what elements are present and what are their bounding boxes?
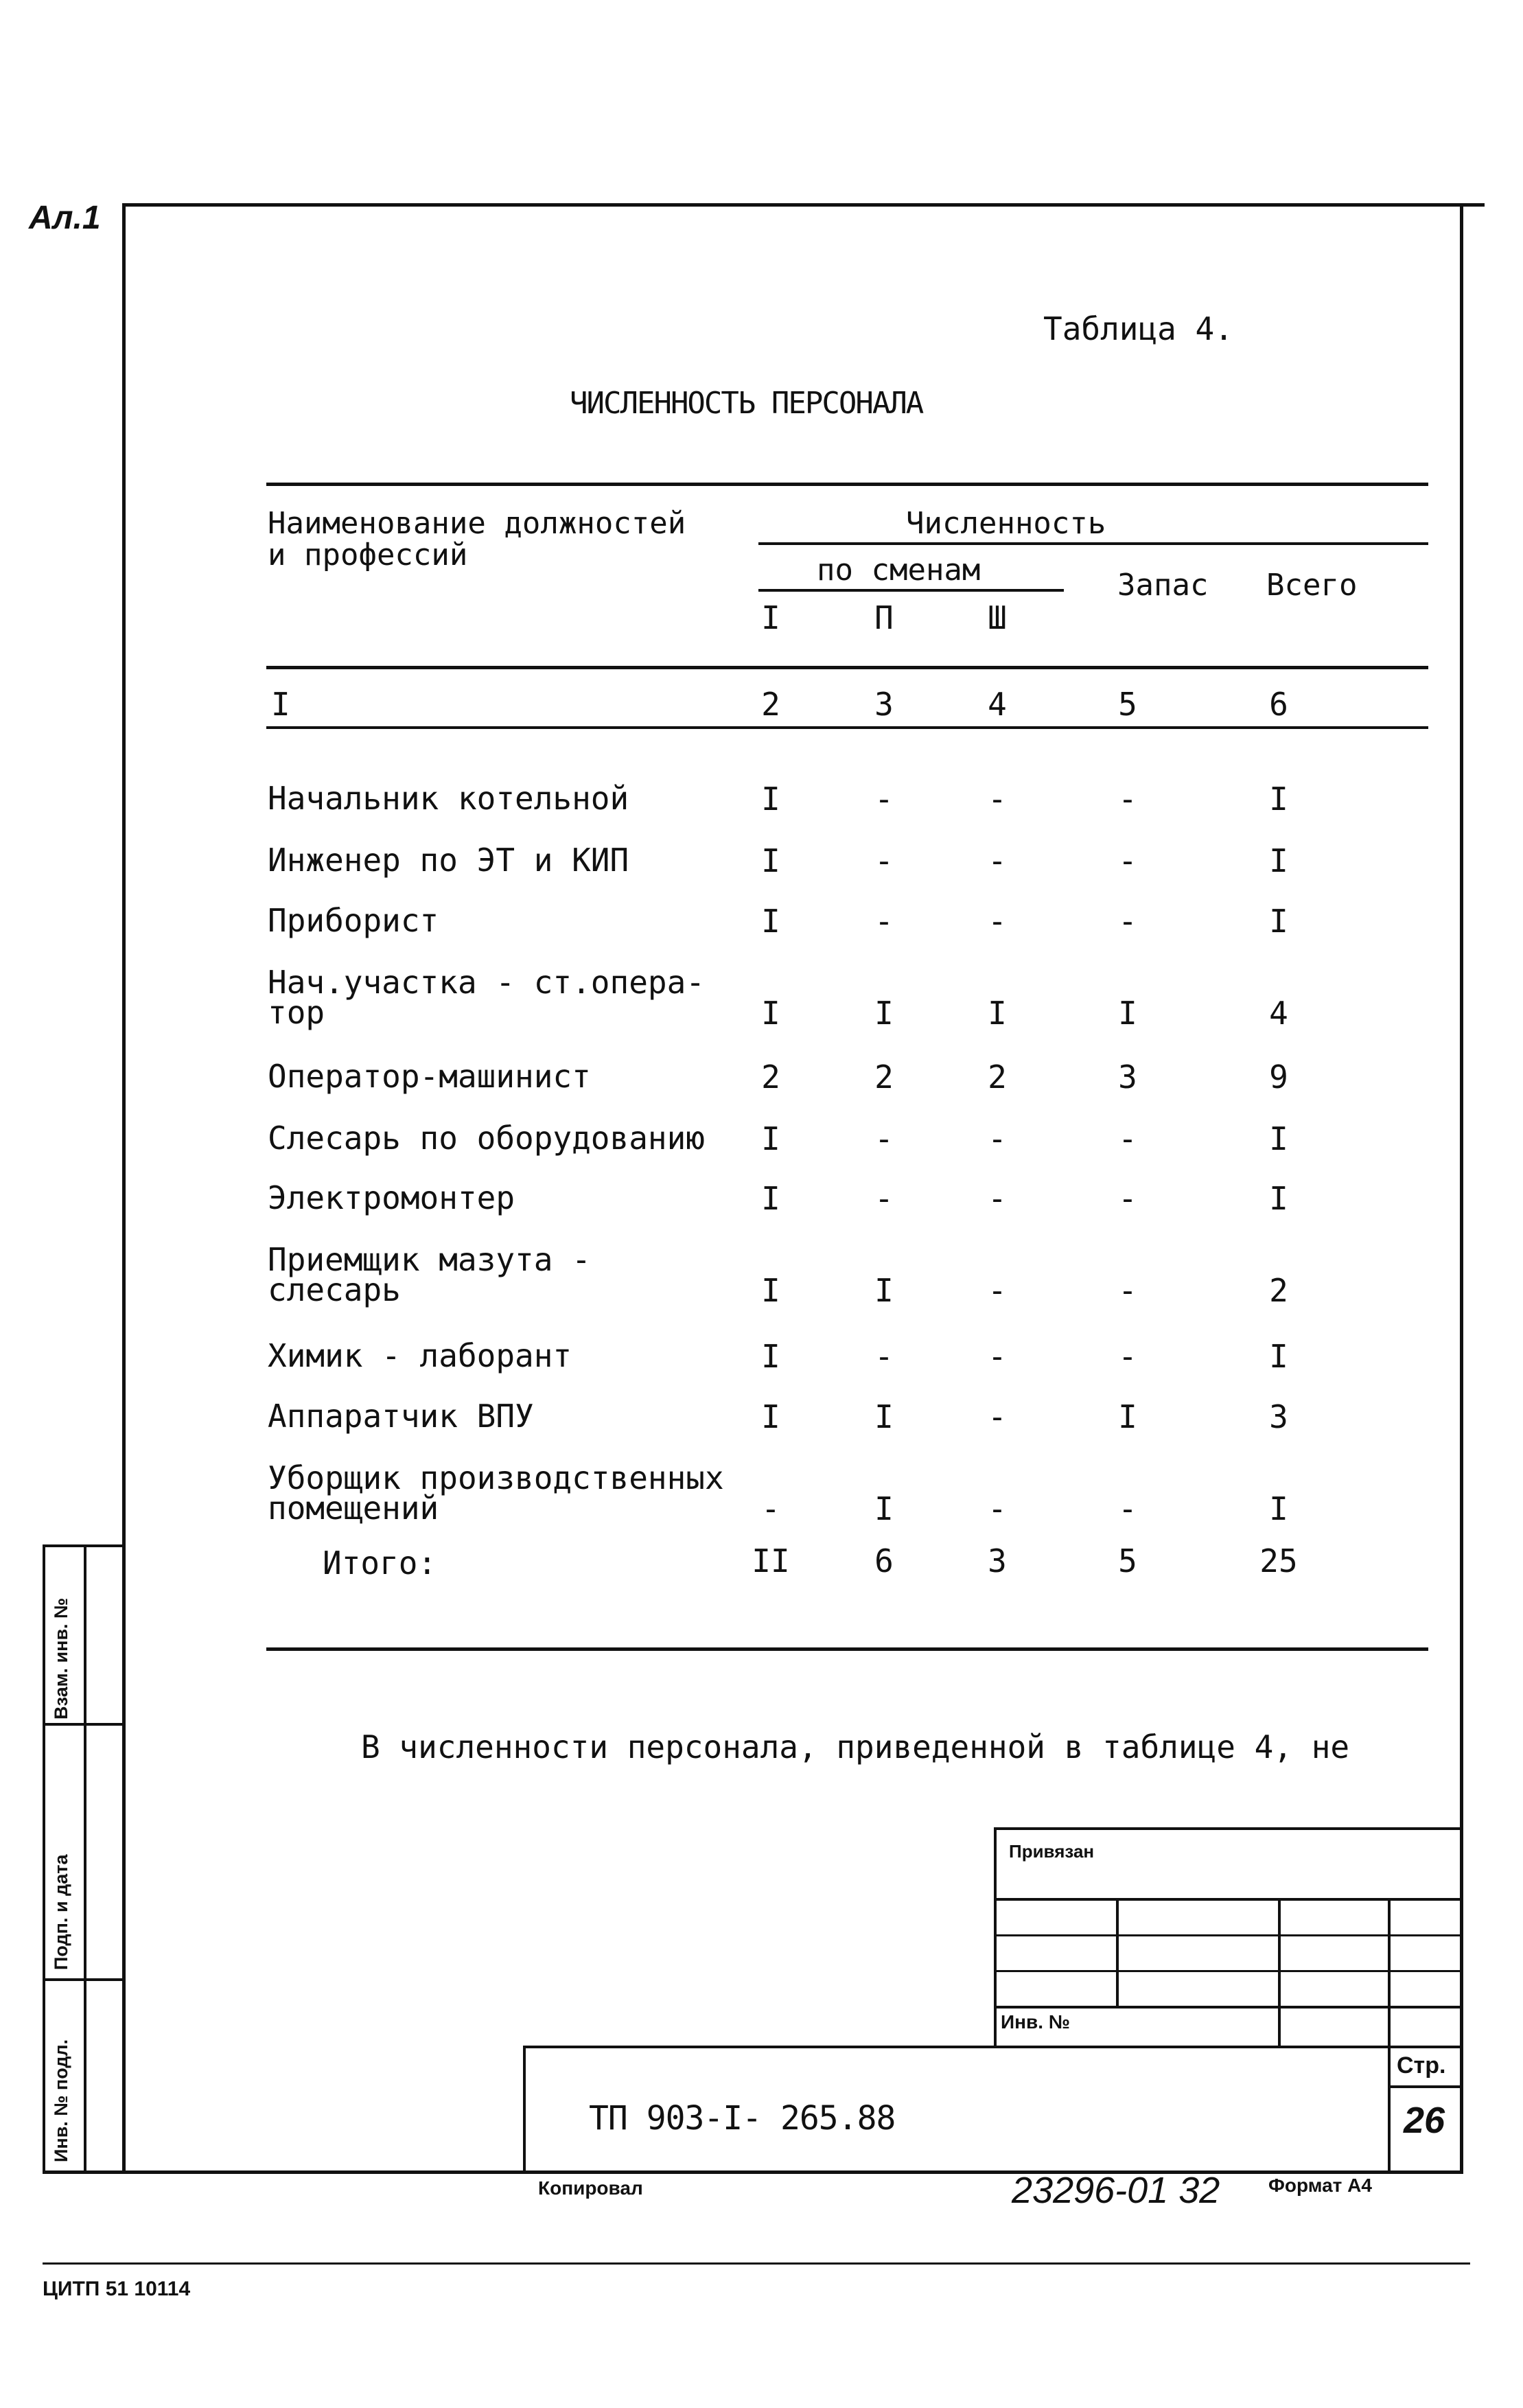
- column-number: 5: [1118, 686, 1137, 723]
- row-position-name: Уборщик производственных: [268, 1459, 724, 1496]
- row-value: -: [874, 842, 894, 879]
- side-strip-sep-1: [43, 1723, 125, 1726]
- tb-main-left: [523, 2046, 526, 2173]
- numbers-bottom-rule: [266, 726, 1428, 729]
- row-value: -: [874, 1338, 894, 1375]
- row-value: I: [874, 1490, 894, 1527]
- row-value: -: [988, 1398, 1007, 1435]
- row-value: -: [988, 1272, 1007, 1309]
- row-value: -: [1118, 780, 1137, 818]
- frame-top: [122, 203, 1485, 207]
- tb-page-label: Стр.: [1397, 2052, 1446, 2079]
- tb-upper-top: [994, 1827, 1463, 1830]
- row-position-name: Приемщик мазута -: [268, 1241, 591, 1278]
- row-position-name: помещений: [268, 1490, 439, 1527]
- row-value: -: [874, 780, 894, 818]
- row-value: I: [761, 1338, 780, 1375]
- row-value: I: [1118, 995, 1137, 1032]
- row-value: I: [761, 995, 780, 1032]
- side-strip-inner: [84, 1544, 86, 2173]
- row-value: I: [1269, 1338, 1288, 1375]
- tb-grid-row-1: [994, 1898, 1463, 1901]
- header-bottom-rule: [266, 666, 1428, 669]
- row-value: -: [1118, 842, 1137, 879]
- row-value: I: [1269, 1490, 1288, 1527]
- body-text: В численности персонала, приведенной в таблице 4, не: [361, 1728, 1350, 1766]
- row-value: I: [1269, 1180, 1288, 1217]
- frame-bottom: [43, 2170, 1463, 2174]
- frame-left: [122, 203, 126, 2173]
- document-title: ЧИСЛЕННОСТЬ ПЕРСОНАЛА: [570, 386, 923, 421]
- row-value: -: [988, 903, 1007, 940]
- row-position-name: Слесарь по оборудованию: [268, 1120, 705, 1157]
- table-top-rule: [266, 483, 1428, 486]
- totals-value: 6: [874, 1542, 894, 1579]
- tb-grid-col-2: [1278, 1898, 1281, 2047]
- row-position-name: слесарь: [268, 1271, 401, 1308]
- row-value: I: [761, 1120, 780, 1157]
- row-value: I: [761, 1398, 780, 1435]
- totals-value: 3: [988, 1542, 1007, 1579]
- side-strip-outer: [43, 1544, 45, 2173]
- tb-grid-row-2: [994, 1934, 1463, 1936]
- row-value: 2: [874, 1058, 894, 1096]
- row-value: -: [1118, 903, 1137, 940]
- column-number: 4: [988, 686, 1007, 723]
- row-value: I: [1118, 1398, 1137, 1435]
- tb-grid-row-4: [994, 2006, 1463, 2008]
- column-number: 2: [761, 686, 780, 723]
- row-value: -: [1118, 1338, 1137, 1375]
- row-value: I: [761, 903, 780, 940]
- column-number: 3: [874, 686, 894, 723]
- footer-format-label: Формат А4: [1268, 2175, 1372, 2196]
- totals-value: 5: [1118, 1542, 1137, 1579]
- row-value: I: [874, 1272, 894, 1309]
- row-value: 2: [761, 1058, 780, 1096]
- row-value: -: [988, 1338, 1007, 1375]
- frame-right: [1460, 203, 1463, 2173]
- header-shift-3: Ш: [988, 599, 1007, 636]
- table-label: Таблица 4.: [1043, 310, 1233, 347]
- shifts-rule: [758, 589, 1064, 592]
- totals-value: 25: [1259, 1542, 1298, 1579]
- row-value: I: [988, 995, 1007, 1032]
- tb-bound-label: Привязан: [1009, 1841, 1095, 1862]
- column-number: 6: [1269, 686, 1288, 723]
- row-value: -: [988, 780, 1007, 818]
- row-value: -: [988, 1120, 1007, 1157]
- table-bottom-rule: [266, 1647, 1428, 1651]
- header-shift-1: I: [761, 599, 780, 636]
- totals-value: II: [752, 1542, 790, 1579]
- row-position-name: Начальник котельной: [268, 780, 629, 817]
- row-value: 2: [988, 1058, 1007, 1096]
- header-count-group: Численность: [906, 506, 1106, 541]
- row-position-name: Аппаратчик ВПУ: [268, 1398, 534, 1435]
- row-value: -: [874, 1180, 894, 1217]
- header-shifts-group: по сменам: [817, 553, 981, 588]
- footer-order-number: 23296-01 32: [1012, 2170, 1220, 2211]
- row-value: -: [1118, 1180, 1137, 1217]
- row-position-name: тор: [268, 994, 325, 1031]
- tb-grid-col-3: [1388, 1898, 1391, 2170]
- header-shift-2: П: [874, 599, 894, 636]
- row-position-name: Оператор-машинист: [268, 1058, 591, 1095]
- tb-page-number: 26: [1404, 2100, 1445, 2141]
- side-label-inv-dup: Взам. инв. №: [51, 1597, 71, 1720]
- row-value: I: [761, 780, 780, 818]
- row-position-name: Инженер по ЭТ и КИП: [268, 842, 629, 879]
- column-number: I: [271, 686, 290, 723]
- tb-grid-col-1: [1116, 1898, 1119, 2006]
- tb-grid-row-3: [994, 1970, 1463, 1972]
- row-position-name: Приборист: [268, 902, 439, 939]
- row-value: 3: [1269, 1398, 1288, 1435]
- row-value: I: [761, 1272, 780, 1309]
- sheet-mark: Ал.1: [29, 200, 101, 236]
- row-position-name: Нач.участка - ст.опера-: [268, 964, 705, 1001]
- side-strip-top: [43, 1544, 125, 1547]
- tb-page-sep: [1388, 2085, 1463, 2088]
- row-value: I: [761, 842, 780, 879]
- row-value: -: [1118, 1120, 1137, 1157]
- header-total: Всего: [1266, 568, 1358, 603]
- row-value: 9: [1269, 1058, 1288, 1096]
- row-value: -: [1118, 1272, 1137, 1309]
- row-value: I: [874, 995, 894, 1032]
- count-rule: [758, 542, 1428, 545]
- row-position-name: Электромонтер: [268, 1179, 515, 1216]
- row-value: -: [988, 1180, 1007, 1217]
- row-position-name: Химик - лаборант: [268, 1337, 572, 1374]
- row-value: 4: [1269, 995, 1288, 1032]
- tb-main-top: [523, 2046, 1463, 2048]
- row-value: -: [1118, 1490, 1137, 1527]
- header-reserve: Запас: [1117, 568, 1209, 603]
- footer-stamp: ЦИТП 51 10114: [43, 2278, 191, 2300]
- row-value: -: [988, 1490, 1007, 1527]
- row-value: -: [874, 1120, 894, 1157]
- row-value: I: [874, 1398, 894, 1435]
- row-value: -: [761, 1490, 780, 1527]
- header-position-col: Наименование должностей и профессий: [268, 506, 686, 572]
- row-value: I: [1269, 780, 1288, 818]
- side-label-signature-date: Подп. и дата: [51, 1854, 71, 1970]
- row-value: I: [1269, 1120, 1288, 1157]
- row-value: -: [874, 903, 894, 940]
- footer-rule: [43, 2262, 1470, 2265]
- row-value: 3: [1118, 1058, 1137, 1096]
- row-value: 2: [1269, 1272, 1288, 1309]
- row-value: I: [1269, 903, 1288, 940]
- footer-copied-label: Копировал: [538, 2177, 643, 2199]
- tb-upper-left: [994, 1827, 997, 2047]
- side-strip-sep-2: [43, 1978, 125, 1981]
- row-value: I: [761, 1180, 780, 1217]
- totals-label: Итого:: [323, 1544, 437, 1582]
- tb-inv-label: Инв. №: [1001, 2011, 1071, 2033]
- row-value: -: [988, 842, 1007, 879]
- row-value: I: [1269, 842, 1288, 879]
- side-label-inv-orig: Инв. № подл.: [51, 2039, 71, 2162]
- tb-doc-code: ТП 903-I- 265.88: [589, 2099, 896, 2138]
